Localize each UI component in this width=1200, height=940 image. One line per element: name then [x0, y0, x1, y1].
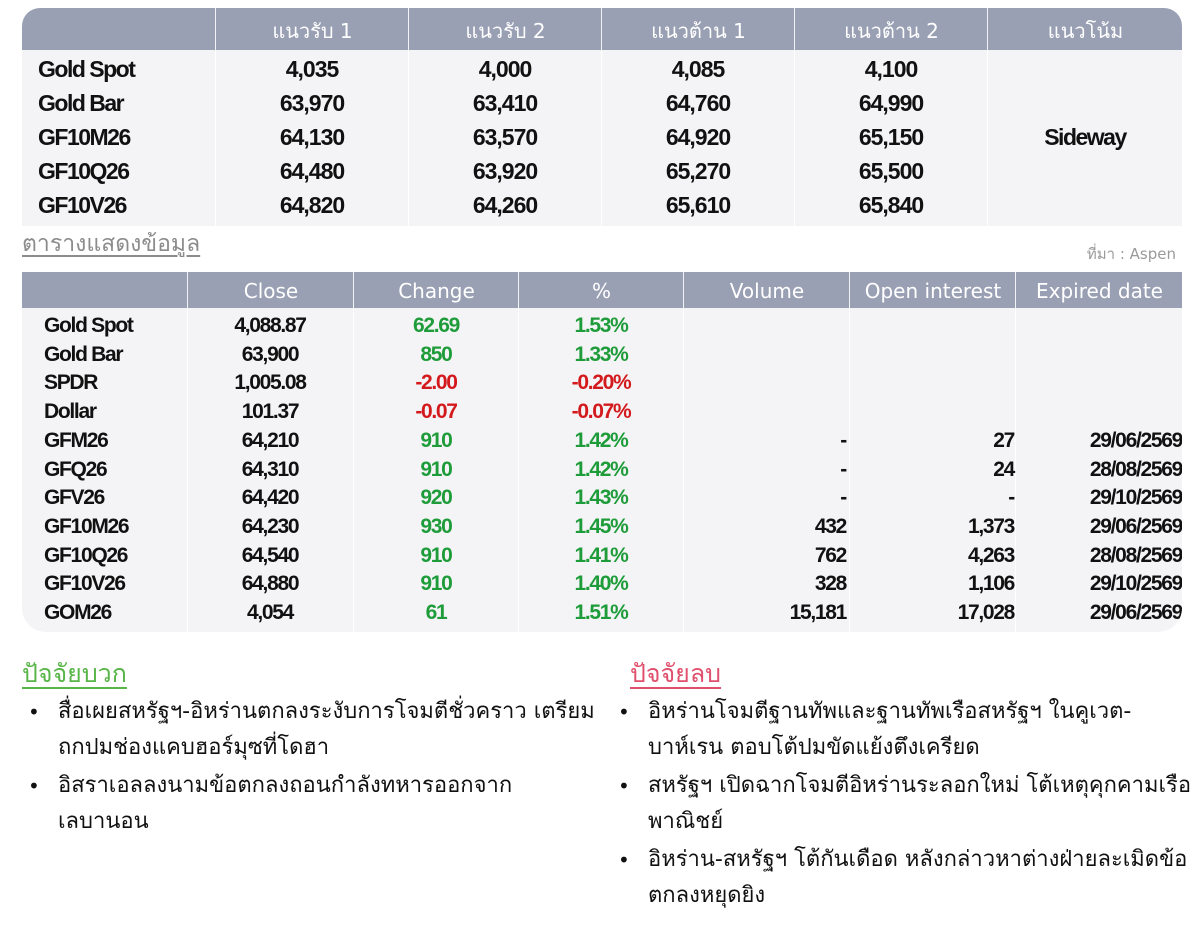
- market-table-header: [22, 272, 1182, 308]
- negative-factors-list: [612, 694, 1192, 916]
- levels-cell-s1: 64,130: [279, 124, 345, 150]
- levels-header-resistance-2: แนวต้าน 2: [794, 8, 988, 50]
- market-cell-percent: -0.07%: [571, 400, 631, 424]
- market-cell-expired-date: [1016, 341, 1182, 370]
- table-row: [22, 570, 1182, 599]
- levels-row-name: GF10M26: [38, 124, 130, 150]
- levels-header-resistance-1: แนวต้าน 1: [601, 8, 795, 50]
- levels-trend-value: Sideway: [1044, 124, 1126, 150]
- market-cell-percent: 1.53%: [574, 314, 628, 337]
- market-cell-close: 64,310: [241, 457, 299, 481]
- bullet-icon: •: [618, 848, 630, 872]
- market-header-volume: Volume: [683, 272, 850, 308]
- table-row: [22, 513, 1182, 542]
- market-cell-close: 4,054: [246, 601, 294, 624]
- market-cell-percent: 1.51%: [574, 601, 628, 624]
- levels-cell-r1: 64,760: [665, 90, 731, 116]
- positive-factor-text: อิสราเอลลงนามข้อตกลงถอนกำลังทหารออกจากเลบานอน: [58, 773, 513, 834]
- market-cell-change: 920: [420, 486, 452, 510]
- market-cell-expired-date: [1016, 398, 1182, 427]
- levels-row-name: Gold Bar: [38, 90, 124, 116]
- market-cell-name: GF10V26: [44, 572, 125, 596]
- market-cell-change: 910: [420, 572, 452, 596]
- table-row: [22, 341, 1182, 370]
- levels-cell-s2: 64,260: [472, 192, 538, 218]
- levels-cell-s2: 4,000: [478, 56, 532, 82]
- levels-cell-s1: 63,970: [279, 90, 345, 116]
- market-cell-expired-date: 28/08/2569: [1089, 457, 1182, 481]
- market-cell-open-interest: 24: [993, 457, 1014, 481]
- levels-cell-r2: 65,840: [858, 192, 924, 218]
- market-cell-name: GF10Q26: [44, 543, 128, 567]
- levels-cell-r2: 4,100: [864, 56, 918, 82]
- levels-header-support-2: แนวรับ 2: [408, 8, 602, 50]
- market-cell-name: Gold Spot: [44, 314, 133, 337]
- levels-cell-s1: 64,480: [279, 158, 345, 184]
- market-cell-open-interest: 4,263: [967, 543, 1014, 567]
- negative-factor-item: [612, 694, 1192, 766]
- market-cell-expired-date: 29/06/2569: [1089, 514, 1182, 538]
- market-cell-open-interest: 1,373: [967, 514, 1014, 538]
- market-cell-change: 910: [420, 428, 452, 452]
- market-cell-close: 64,230: [241, 514, 299, 538]
- table-row: [22, 312, 1182, 341]
- market-cell-close: 63,900: [241, 342, 299, 366]
- levels-cell-r1: 4,085: [671, 56, 725, 82]
- market-table: [22, 272, 1182, 632]
- market-cell-close: 64,540: [241, 543, 299, 567]
- table-row: [22, 456, 1182, 485]
- market-cell-expired-date: 28/08/2569: [1089, 543, 1182, 567]
- market-cell-name: GFV26: [44, 486, 105, 510]
- levels-header-blank: [22, 8, 215, 50]
- market-cell-expired-date: 29/10/2569: [1089, 572, 1182, 596]
- levels-cell-r2: 65,500: [858, 158, 924, 184]
- bullet-icon: •: [618, 700, 630, 724]
- levels-cell-s2: 63,920: [472, 158, 538, 184]
- market-header-close: Close: [187, 272, 354, 308]
- market-cell-change: 850: [420, 342, 452, 366]
- data-source: ที่มา : Aspen: [1086, 245, 1176, 263]
- levels-cell-r1: 65,270: [665, 158, 731, 184]
- market-cell-open-interest: [850, 369, 1014, 398]
- positive-factor-text: สื่อเผยสหรัฐฯ-อิหร่านตกลงระงับการโจมตีชั่วคราว เตรียมถกปมช่องแคบฮอร์มุซที่โดฮา: [58, 699, 595, 760]
- market-header-blank: [22, 272, 187, 308]
- market-cell-name: Gold Bar: [44, 342, 123, 366]
- bullet-icon: •: [618, 774, 630, 798]
- levels-cell-r2: 65,150: [858, 124, 924, 150]
- levels-row-name: GF10V26: [38, 192, 126, 218]
- market-cell-change: 910: [420, 543, 452, 567]
- market-cell-percent: 1.41%: [574, 543, 628, 567]
- positive-factors-list: [22, 694, 602, 842]
- levels-header-support-1: แนวรับ 1: [215, 8, 409, 50]
- market-cell-name: GF10M26: [44, 514, 129, 538]
- market-cell-volume: 15,181: [789, 601, 846, 624]
- market-cell-volume: 328: [814, 572, 846, 596]
- levels-row-name: Gold Spot: [38, 56, 135, 82]
- market-cell-close: 64,420: [241, 486, 299, 510]
- levels-cell-s2: 63,570: [472, 124, 538, 150]
- bullet-icon: •: [28, 700, 40, 724]
- table-row: [22, 369, 1182, 398]
- market-cell-change: 910: [420, 457, 452, 481]
- market-cell-expired-date: 29/06/2569: [1089, 601, 1182, 624]
- market-cell-open-interest: 1,106: [967, 572, 1014, 596]
- bullet-icon: •: [28, 774, 40, 798]
- market-cell-change: 930: [420, 514, 452, 538]
- negative-factor-item: [612, 842, 1192, 914]
- market-header-open-interest: Open interest: [849, 272, 1016, 308]
- market-cell-change: 61: [425, 601, 447, 624]
- market-cell-percent: 1.45%: [574, 514, 628, 538]
- market-cell-name: SPDR: [44, 371, 98, 395]
- market-cell-close: 1,005.08: [234, 371, 306, 395]
- table-caption: ตารางแสดงข้อมูล: [22, 231, 201, 257]
- market-cell-open-interest: [850, 341, 1014, 370]
- levels-table-header: [22, 8, 1182, 50]
- market-cell-volume: 762: [814, 543, 846, 567]
- market-cell-open-interest: [850, 398, 1014, 427]
- table-row: [22, 599, 1182, 628]
- levels-cell-s1: 64,820: [279, 192, 345, 218]
- market-header-expired-date: Expired date: [1015, 272, 1183, 308]
- market-cell-expired-date: 29/06/2569: [1089, 428, 1182, 452]
- levels-header-trend: แนวโน้ม: [987, 8, 1182, 50]
- market-cell-open-interest: 17,028: [957, 601, 1014, 624]
- market-cell-expired-date: [1016, 312, 1182, 341]
- market-cell-expired-date: 29/10/2569: [1089, 486, 1182, 510]
- levels-cell-r2: 64,990: [858, 90, 924, 116]
- negative-factor-text: สหรัฐฯ เปิดฉากโจมตีอิหร่านระลอกใหม่ โต้เหตุคุกคามเรือพาณิชย์: [648, 773, 1192, 834]
- market-cell-volume: 432: [814, 514, 846, 538]
- table-row: [22, 427, 1182, 456]
- levels-row-name: GF10Q26: [38, 158, 129, 184]
- market-cell-volume: -: [840, 486, 846, 510]
- table-row: [22, 542, 1182, 571]
- market-cell-volume: [684, 341, 846, 370]
- market-cell-open-interest: [850, 312, 1014, 341]
- market-cell-volume: [684, 312, 846, 341]
- market-cell-name: GOM26: [44, 601, 112, 624]
- positive-factor-item: [22, 694, 602, 766]
- market-cell-volume: -: [840, 428, 846, 452]
- market-cell-open-interest: 27: [993, 428, 1014, 452]
- levels-table-body: [22, 50, 1182, 226]
- market-cell-close: 4,088.87: [234, 314, 306, 337]
- market-cell-name: GFM26: [44, 428, 108, 452]
- market-cell-close: 64,210: [241, 428, 299, 452]
- market-cell-change: -0.07: [415, 400, 457, 424]
- negative-factor-text: อิหร่านโจมตีฐานทัพและฐานทัพเรือสหรัฐฯ ในคูเวต-บาห์เรน ตอบโต้ปมขัดแย้งตึงเครียด: [648, 699, 1132, 760]
- table-row: [22, 398, 1182, 427]
- market-cell-expired-date: [1016, 369, 1182, 398]
- positive-factors-title: ปัจจัยบวก: [22, 659, 127, 688]
- levels-table: [22, 8, 1182, 216]
- levels-cell-r1: 64,920: [665, 124, 731, 150]
- market-header-change: Change: [353, 272, 519, 308]
- market-cell-percent: 1.42%: [574, 457, 628, 481]
- market-cell-volume: [684, 369, 846, 398]
- levels-cell-r1: 65,610: [665, 192, 731, 218]
- market-cell-volume: [684, 398, 846, 427]
- negative-factor-item: [612, 768, 1192, 840]
- negative-factors-title: ปัจจัยลบ: [630, 659, 722, 688]
- market-cell-percent: 1.40%: [574, 572, 628, 596]
- market-cell-change: -2.00: [415, 371, 457, 395]
- market-table-body: [22, 308, 1182, 632]
- levels-cell-s1: 4,035: [285, 56, 339, 82]
- market-cell-name: Dollar: [44, 400, 96, 424]
- levels-cell-s2: 63,410: [472, 90, 538, 116]
- negative-factor-text: อิหร่าน-สหรัฐฯ โต้กันเดือด หลังกล่าวหาต่างฝ่ายละเมิดข้อตกลงหยุดยิง: [648, 847, 1188, 908]
- table-row: [22, 484, 1182, 513]
- market-cell-percent: 1.33%: [574, 342, 628, 366]
- market-cell-percent: 1.42%: [574, 428, 628, 452]
- market-header-percent: %: [518, 272, 684, 308]
- positive-factor-item: [22, 768, 602, 840]
- market-cell-percent: -0.20%: [571, 371, 631, 395]
- market-cell-change: 62.69: [412, 314, 460, 337]
- market-cell-volume: -: [840, 457, 846, 481]
- market-cell-open-interest: -: [1008, 486, 1014, 510]
- market-cell-close: 64,880: [241, 572, 299, 596]
- market-cell-close: 101.37: [241, 400, 299, 424]
- market-cell-name: GFQ26: [44, 457, 107, 481]
- market-cell-percent: 1.43%: [574, 486, 628, 510]
